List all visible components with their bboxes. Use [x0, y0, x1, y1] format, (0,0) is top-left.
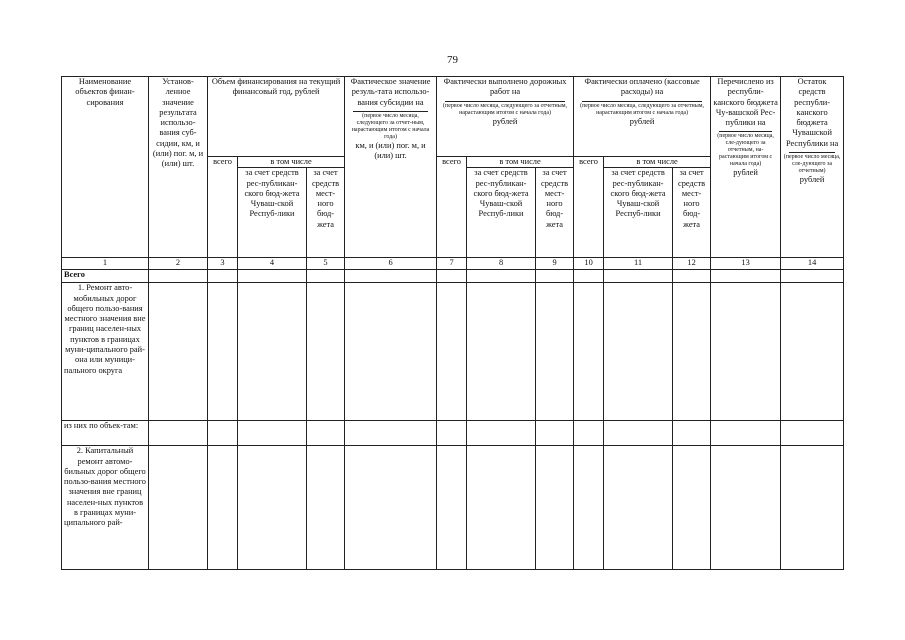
units-label: рублей	[799, 175, 825, 185]
header-including: в том числе	[604, 157, 711, 168]
column-number: 8	[467, 258, 536, 270]
header-republic-budget: за счет средств рес-публикан-ского бюд-жета Чуваш-ской Респуб-лики	[467, 168, 536, 258]
column-number: 5	[307, 258, 345, 270]
header-republic-budget: за счет средств рес-публикан-ского бюд-жета Чуваш-ской Респуб-лики	[604, 168, 673, 258]
header-works-done	[437, 77, 574, 157]
column-number: 11	[604, 258, 673, 270]
header-total: всего	[574, 157, 604, 258]
column-number: 13	[711, 258, 781, 270]
column-number: 1	[62, 258, 149, 270]
column-numbers-row	[62, 258, 844, 270]
date-blank-line	[445, 100, 565, 102]
header-republic-budget: за счет средств рес-публикан-ского бюд-жета Чуваш-ской Респуб-лики	[238, 168, 307, 258]
header-including: в том числе	[238, 157, 345, 168]
date-note: (первое число месяца, сле-дующего за отчетным)	[783, 154, 841, 175]
row-road-repair-label: 1. Ремонт авто-мобильных дорог общего пользо-вания местного значения вне границ населен-ных пунктов в границах муни-ципального рай-она или муници-пального округа	[62, 283, 149, 421]
header-object-name: Наименование объектов финан-сирования	[62, 77, 149, 258]
header-total: всего	[208, 157, 238, 258]
report-form-table	[61, 76, 844, 570]
works-done-title: Фактически выполнено дорожных работ на	[443, 77, 567, 97]
units-label: рублей	[733, 168, 758, 178]
units-label: рублей	[492, 116, 518, 126]
column-number: 14	[781, 258, 844, 270]
column-number: 12	[673, 258, 711, 270]
transferred-title: Перечислено из республи-канского бюджета Чу-вашской Рес-публики на	[713, 77, 778, 128]
column-number: 9	[536, 258, 574, 270]
date-note: (первое число месяца, следующего за отчет-ным, нарастающим итогом с начала года)	[351, 112, 430, 140]
table-row	[62, 446, 844, 570]
row-by-objects-label: из них по объек-там:	[62, 421, 149, 446]
date-blank-line	[582, 100, 702, 102]
remainder-title: Остаток средств республи-канского бюджета Чувашской Республики на	[785, 77, 839, 148]
header-local-budget: за счет средств мест-ного бюд-жета	[307, 168, 345, 258]
header-total: всего	[437, 157, 467, 258]
header-including: в том числе	[467, 157, 574, 168]
paid-title: Фактически оплачено (кассовые расходы) на	[584, 77, 700, 97]
date-note: (первое число месяца, следующего за отчетным, нарастающим итогом с начала года)	[580, 102, 705, 116]
row-capital-repair-label: 2. Капитальный ремонт автомо-бильных дорог общего пользо-вания местного значения вне границ населен-ных пунктов в границах муни-ципального рай-	[62, 446, 149, 570]
header-remainder	[781, 77, 844, 258]
date-blank-line	[353, 110, 428, 112]
column-number: 3	[208, 258, 238, 270]
date-note: (первое число месяца, следующего за отчетным, нарастающим итогом с начала года)	[443, 102, 568, 116]
table-row	[62, 283, 844, 421]
column-number: 7	[437, 258, 467, 270]
table-row	[62, 421, 844, 446]
column-number: 4	[238, 258, 307, 270]
header-financing-volume: Объем финансирования на текущий финансовый год, рублей	[208, 77, 345, 157]
column-number: 6	[345, 258, 437, 270]
header-local-budget: за счет средств мест-ного бюд-жета	[536, 168, 574, 258]
column-number: 2	[149, 258, 208, 270]
actual-result-title: Фактическое значение резуль-тата использо-вания субсидии на	[350, 77, 431, 107]
row-total-label: Всего	[62, 270, 149, 283]
page-number: 79	[447, 54, 458, 66]
units-label: рублей	[629, 116, 655, 126]
date-blank-line	[789, 151, 835, 153]
header-transferred	[711, 77, 781, 258]
header-paid	[574, 77, 711, 157]
units-label: км, и (или) пог. м, и (или) шт.	[355, 140, 426, 161]
header-local-budget: за счет средств мест-ного бюд-жета	[673, 168, 711, 258]
date-note: (первое число месяца, сле-дующего за отчетным, на-растающим итогом с начала года)	[717, 133, 774, 168]
header-set-value: Установ-ленное значение результата использо-вания суб-сидии, км, и (или) пог. м, и (или) шт.	[149, 77, 208, 258]
column-number: 10	[574, 258, 604, 270]
header-actual-result	[345, 77, 437, 258]
table-row	[62, 270, 844, 283]
